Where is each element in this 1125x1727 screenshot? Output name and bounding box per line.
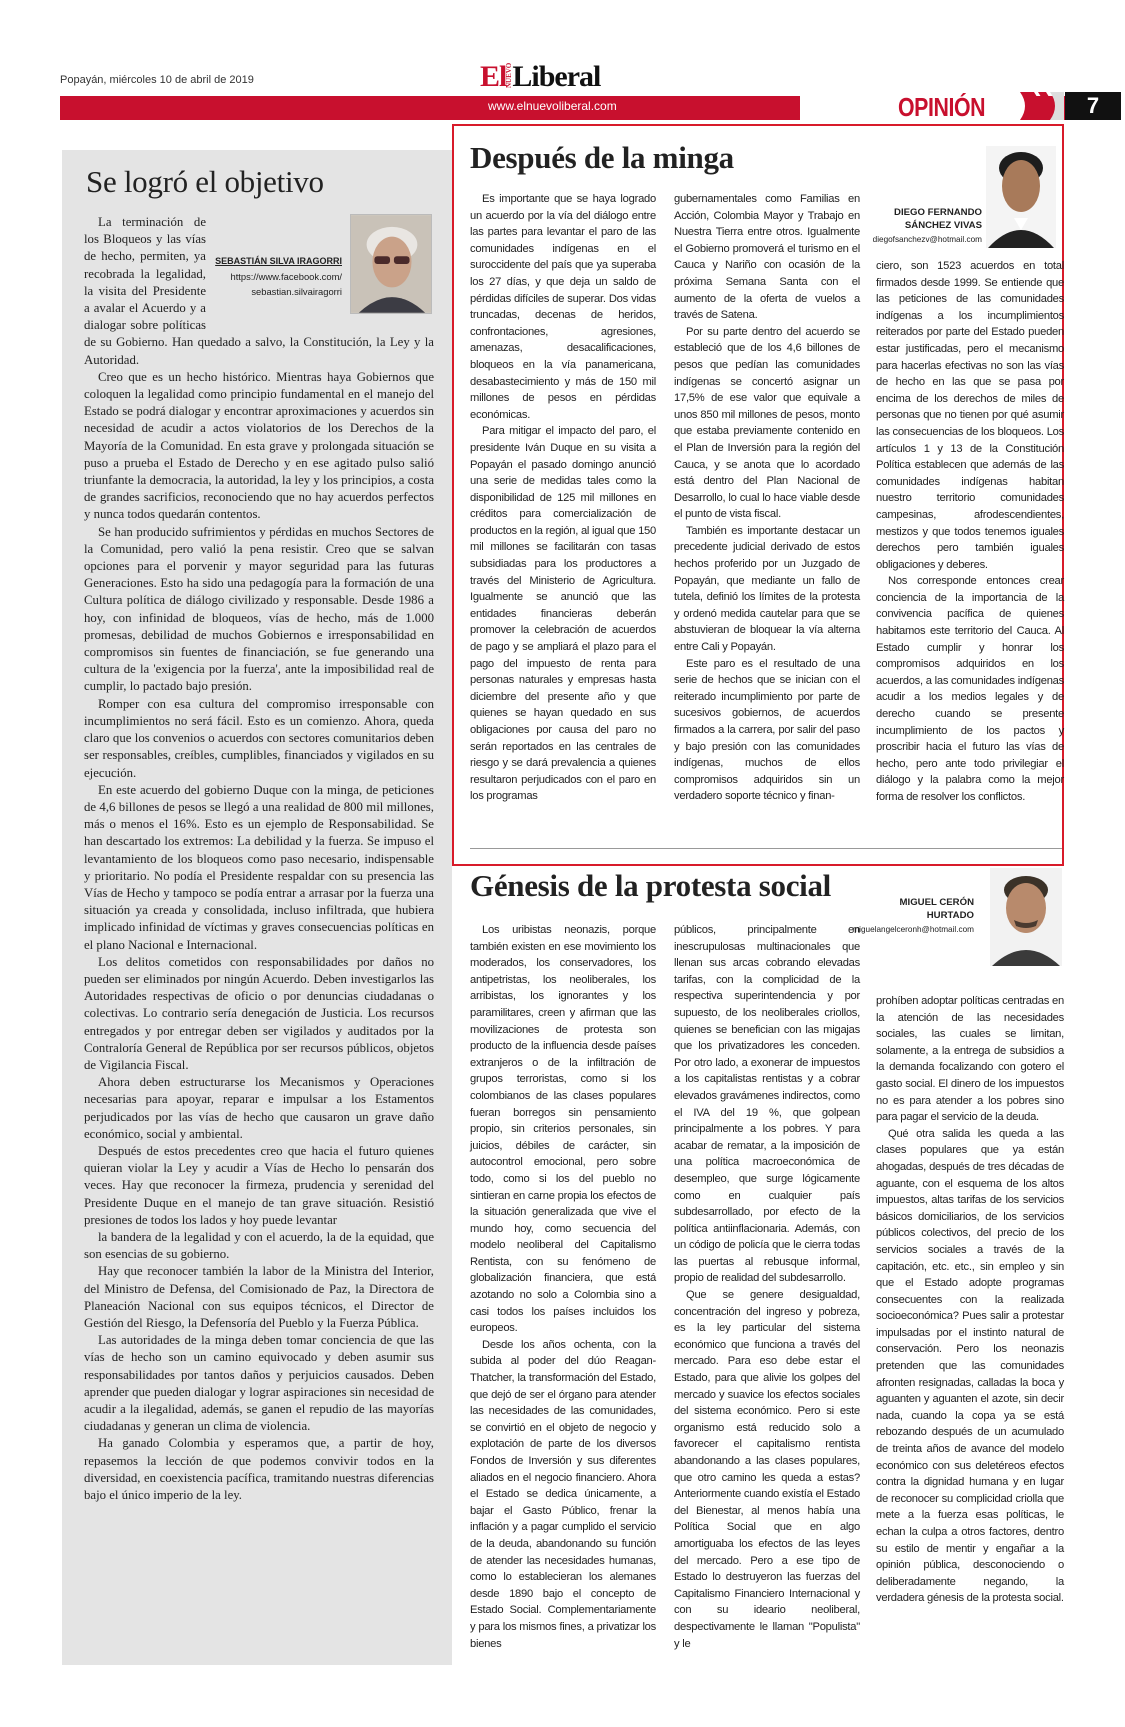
genesis-column-1	[470, 922, 656, 1652]
left-paragraph: Ahora deben estructurarse los Mecanismos y Operaciones necesarias para apoyar, reparar e impulsar a los Estamentos perjudicados por las vías de hecho que causaron un grave daño económico, social y ambiental.	[84, 1075, 434, 1141]
minga-paragraph: También es importante destacar un precedente judicial derivado de estos hechos proferido por un Juzgado de Popayán, que mediante un fallo de tutela, definió los límites de la protesta y ordenó medida cautelar para que se abstuvieran de bloquear la vía alterna entre Cali y Popayán.	[674, 524, 860, 654]
minga-paragraph: Para mitigar el impacto del paro, el presidente Iván Duque en su visita a Popayán el pasado domingo anunció una serie de medidas tales como la disponibilidad de 125 mil millones en créditos para comercialización de productos en la región, al igual que 150 mil millones se facilitarán con tasas subsidiadas para los productores a través del Ministerio de Agricultura. Igualmente se anunció que las entidades financieras deberán promover la celebración de acuerdos de pago y se ampliará el plazo para el pago del impuesto de renta para personas naturales y empresas hasta diciembre del presente año y que quienes se hayan quedado en sus obligaciones por causa del paro no serán reportados en las centrales de riesgo y se dará prevalencia a quienes resultaron perjudicados con el paro en los programas	[470, 425, 656, 803]
minga-column-2	[674, 191, 860, 805]
left-article-title: Se logró el objetivo	[86, 164, 324, 199]
website-url[interactable]: www.elnuevoliberal.com	[488, 99, 617, 113]
left-author-text	[212, 254, 342, 299]
left-paragraph: Se han producido sufrimientos y pérdidas en muchos Sectores de la Comunidad, pero valió la pena resistir. Creo que se salvan opciones para el porvenir y mayor seguridad para las futuras Generaciones. Esto ha sido una pedagogía para la formación de una Cultura política de diálogo civilizado y responsable. Desde 1986 a hoy, con infinidad de bloqueos, vías de hecho, más de 1.000 promesas, debilidad de muchos Gobiernos e irresponsabilidad en compromisos sin fuentes de financiación, se fue generando una cultura de la 'exigencia por la fuerza', ante la imposibilidad real de cumplir, lo pactado bajo presión.	[84, 524, 434, 694]
author-portrait-icon	[986, 146, 1056, 248]
left-paragraph: Después de estos precedentes creo que hacia el futuro quienes quieran violar la Ley y acudir a Vías de Hecho lo pensarán dos veces. Hay que reconocer la firmeza, prudencia y serenidad del Presidente Duque en el manejo de tan grave situación. Resistió presiones de todos los lados y hoy puede levantar	[84, 1143, 434, 1227]
minga-author-photo	[986, 146, 1056, 248]
left-paragraph: Romper con esa cultura del compromiso irresponsable con incumplimientos no será fácil. Esto es un comienzo. Ahora, queda claro que los convenios o acuerdos con sectores comunitarios deben ser responsables, creíbles, cumplibles, financiados y vigilados en su ejecución.	[84, 696, 434, 780]
logo-nuevo: NUEVO	[505, 62, 514, 88]
left-paragraph: Creo que es un hecho histórico. Mientras haya Gobiernos que coloquen la legalidad como principio fundamental en el manejo del Estado se podrá dialogar y encontrar aproximaciones y acuerdos sin necesidad de acudir a actos violatorios de los Derechos de la Mayoría de la Comunidad. En esta grave y prolongada situación se puso a prueba el Estado de Derecho y en ese agitado pulso salió triunfante la democracia, la autoridad, la ley y los principios, a costa de grandes sacrificios, reconociendo que no hay acuerdos perfectos y nunca todos quedarán contentos.	[84, 369, 434, 522]
minga-paragraph: ciero, son 1523 acuerdos en total firmados desde 1999. Se entiende que las peticiones de las comunidades indígenas a los incumplimientos reiterados por parte del Estado pueden estar justificadas, pero el mecanismo para hacerlas efectivas no son las vías de hecho en las que se pasa por encima de los derechos de miles de personas que no tienen por qué asumir las consecuencias de los bloqueos. Los artículos 1 y 13 de la Constitución Política establecen que además de las comunidades indígenas habitan nuestro territorio comunidades campesinas, afrodescendientes, mestizos y que todos tenemos iguales derechos pero también iguales obligaciones y deberes.	[876, 260, 1064, 571]
masthead	[60, 60, 1100, 122]
minga-author-email[interactable]: diegofsanchezv@hotmail.com	[872, 235, 982, 244]
author-portrait-icon	[990, 868, 1062, 966]
page-number: 7	[1065, 92, 1121, 120]
left-paragraph: En este acuerdo del gobierno Duque con la minga, de peticiones de 4,6 billones de pesos se llegó a una realidad de 800 mil millones, más o menos el 16%. Esto es un ejemplo de Responsabilidad. Se han descartado los extremos: La debilidad y la fuerza. Se impuso el levantamiento de los bloqueos como paso necesario, indispensable y prioritario. No podía el Presidente respaldar con su presencia las Vías de Hecho y tampoco se podía entrar a arrasar por la fuerza una situación ya creada y consolidada, incluso infiltrada, que hubiera implicado infinidad de víctimas y graves consecuencias políticas en el plano Nacional e Internacional.	[84, 782, 434, 952]
newspaper-logo[interactable]	[480, 62, 700, 92]
minga-author-byline	[858, 206, 982, 246]
left-article	[62, 150, 452, 1665]
left-paragraph: Ha ganado Colombia y esperamos que, a partir de hoy, repasemos la lección de que podemos convivir todos en la diversidad, en coexistencia pacífica, tramitando nuestras diferencias bajo el único imperio de la ley.	[84, 1436, 434, 1503]
left-paragraph: la bandera de la legalidad y con el acuerdo, la de la equidad, que son esencias de su gobierno.	[84, 1229, 434, 1262]
genesis-paragraph: prohíben adoptar políticas centradas en la atención de las necesidades sociales, las cuales se limitan, solamente, a la entrega de subsidios a la demanda focalizando con gotero el gasto social. El dinero de los impuestos no es para atender a los pobres sino para pagar el servicio de la deuda.	[876, 995, 1064, 1124]
genesis-column-2	[674, 922, 860, 1652]
section-stripes-icon	[1020, 92, 1064, 120]
left-author-link-1[interactable]: https://www.facebook.com/	[230, 271, 342, 282]
minga-paragraph: Este paro es el resultado de una serie de hechos que se inician con el reiterado incumplimiento por parte de sucesivos gobiernos, de acuerdos firmados a la carrera, por salir del paso y bajo presión con las comunidades indígenas, muchos de ellos compromisos adquiridos sin un verdadero soporte técnico y finan-	[674, 657, 860, 803]
genesis-author-name-2: HURTADO	[926, 910, 974, 921]
left-author-photo	[350, 214, 432, 314]
minga-article-title: Después de la minga	[470, 140, 734, 175]
minga-author-name-2: SÁNCHEZ VIVAS	[904, 220, 982, 231]
section-label: OPINIÓN	[898, 92, 986, 122]
logo-liberal: Liberal	[512, 60, 601, 93]
genesis-paragraph: públicos, principalmente en inescrupulosas multinacionales que llenan sus arcas cobrando elevadas tarifas, con la complicidad de la respectiva superintendencia y por supuesto, de los neoliberales criollos, quienes se benefician con las migajas que los privatizadores les conceden. Por otro lado, a exonerar de impuestos a los capitalistas rentistas y a cobrar elevados gravámenes indirectos, como el IVA del 19 %, que golpean principalmente a los pobres. Y para acabar de rematar, a la imposición de una política macroeconómica de desempleo, que surge lógicamente como en cualquier país subdesarrollado, por efecto de la política antiinflacionaria. Además, con un código de policía que le cierra todas las puertas al rebusque informal, propio de realidad del subdesarrollo.	[674, 924, 860, 1285]
logo-el: El	[480, 60, 507, 93]
minga-paragraph: gubernamentales como Familias en Acción, Colombia Mayor y Trabajo en Nuestra Tierra entre otros. Igualmente el Gobierno promoverá el turismo en el Cauca y Nariño con ocasión de la próxima Semana Santa con el aumento de la oferta de vuelos a través de Satena.	[674, 193, 860, 322]
left-paragraph: Las autoridades de la minga deben tomar conciencia de que las vías de hecho son un camino equivocado y deben asumir sus responsabilidades por tantos daños y perjuicios causados. Deben aprender que pueden dialogar y lograr aspiraciones sin necesidad de acudir a la ilegalidad, además, se ganen el repudio de las mayorías ciudadanas y generan un clima de violencia.	[84, 1333, 434, 1434]
genesis-author-email[interactable]: miguelangelceronh@hotmail.com	[852, 925, 974, 934]
left-paragraph: Hay que reconocer también la labor de la Ministra del Interior, del Ministro de Defensa, del Comisionado de Paz, la Directora de Planeación Nacional con sus equipos técnicos, el Director de Gestión del Riesgo, la Defensoría del Pueblo y la Fuerza Pública.	[84, 1264, 434, 1330]
minga-paragraph: Es importante que se haya logrado un acuerdo por la vía del diálogo entre las partes para levantar el paro de las comunidades indígenas en el suroccidente del país que ya superaba los 27 días, y que deja un saldo de pérdidas difíciles de superar. Dos vidas truncadas, decenas de heridos, confrontaciones, agresiones, amenazas, desacalificaciones, bloqueos en la vía panamericana, desabastecimiento y más de 150 mil millones de pesos en pérdidas económicas.	[470, 193, 656, 421]
left-paragraph: La terminación de los Bloqueos y las vías de hecho, permiten, ya recobrada la legalidad, la visita del Presidente a avalar el Acuerdo y a dialogar sobre políticas de su Gobierno. Han quedado a salvo, la Constitución, la Ley y la Autoridad.	[84, 215, 434, 367]
left-author-name: SEBASTIÁN SILVA IRAGORRI	[215, 256, 342, 266]
minga-column-3	[876, 258, 1064, 806]
left-author-link-2[interactable]: sebastian.silvairagorri	[251, 286, 342, 297]
left-paragraph: Los delitos cometidos con responsabilidades por daños no pueden ser eliminados por ningún Acuerdo. Deben investigarlos las Autoridades respectivas de oficio o por denuncias ciudadanas o colectivas. Lo contrario sería denegación de Justicia. Los recursos entregados y por entregar deben ser vigilados y auditados por la Contraloría General de República por ser recursos públicos, objetos de Vigilancia Fiscal.	[84, 954, 434, 1072]
genesis-paragraph: Los uribistas neonazis, porque también existen en ese movimiento los moderados, los conservadores, los antipetristas, los neoliberales, los arribistas, los ignorantes y los paramilitares, creen y afirman que las movilizaciones de protesta son producto de la influencia desde países extranjeros o de la infiltración de grupos terroristas, como si los colombianos de las clases populares fueran borregos sin pensamiento propio, sin criterios personales, sin juicios, débiles de carácter, sin autocontrol emocional, pero sobre todo, como si los del pueblo no sintieran en carne propia los efectos de la situación generalizada que vive el mundo hoy, como secuencia del modelo neoliberal del Capitalismo Rentista, con su fenómeno de globalización financiera, que está azotando no solo a Colombia sino a casi todos los países incluidos los europeos.	[470, 924, 656, 1335]
issue-date: Popayán, miércoles 10 de abril de 2019	[60, 74, 254, 86]
genesis-author-photo	[990, 868, 1062, 966]
minga-author-name-1: DIEGO FERNANDO	[894, 207, 982, 218]
author-portrait-icon	[351, 215, 431, 313]
genesis-paragraph: Desde los años ochenta, con la subida al poder del dúo Reagan-Thatcher, la transformación del Estado, que dejó de ser el órgano para atender las necesidades de las comunidades, se convirtió en el objeto de negocio y explotación de parte de los diversos Fondos de Inversión y sus diferentes aliados en el negocio financiero. Ahora el Estado se dedica únicamente, a bajar el Gasto Público, frenar la inflación y a pagar cumplido el servicio de la deuda, abandonando su función de atender las necesidades humanas, como lo establecieran los alemanes desde 1890 bajo el concepto de Estado Social. Complementariamente y para los mismos fines, a privatizar los bienes	[470, 1338, 656, 1650]
genesis-article-title: Génesis de la protesta social	[470, 868, 831, 903]
left-author-byline	[212, 214, 440, 324]
genesis-author-name-1: MIGUEL CERÓN	[899, 897, 974, 908]
article-divider	[470, 848, 1062, 849]
minga-paragraph: Por su parte dentro del acuerdo se estableció que de los 4,6 billones de pesos que pedían las comunidades indígenas se concertó asignar un 17,5% de ese valor que equivale a unos 850 mil millones de pesos, monto que estaba previamente contenido en el Plan de Inversión para la región del Cauca, y se anota que lo acordado está dentro del Plan Nacional de Desarrollo, lo cual lo hace viable desde el punto de vista fiscal.	[674, 325, 860, 521]
genesis-paragraph: Qué otra salida les queda a las clases populares que ya están ahogadas, después de tres décadas de aguante, con el esquema de los altos impuestos, altas tarifas de los servicios básicos domiciliarios, de los servicios públicos colectivos, del precio de los servicios sociales a través de la capitación, etc. etc., sin empleo y sin que el Estado adopte programas consecuentes con la realizada socioeconómica? Pues salir a protestar impulsadas por el instinto natural de conservación. Pero los neonazis pretenden que las comunidades afronten resignadas, calladas la boca y aguanten y aguanten el azote, sin decir nada, cuando la copa ya se está rebozando después de un acumulado de treinta años de avance del modelo económico con sus deletéreos efectos contra la dignidad humana y en lugar de reconocer su complicidad criolla que mete a la fuerza esas políticas, le echan la culpa a otros factores, dentro su estilo de mentir y engañar a la opinión pública, desconociendo o deliberadamente negando, la verdadera génesis de la protesta social.	[876, 1127, 1064, 1605]
genesis-paragraph: Que se genere desigualdad, concentración del ingreso y pobreza, es la ley particular del sistema económico que funciona a través del mercado. Para eso debe estar el Estado, para que alivie los golpes del mercado y suavice los efectos sociales del sistema económico. Pero si este organismo está reducido solo a favorecer el capitalismo rentista abandonando a las clases populares, que otro camino les queda a estas? Anteriormente cuando existía el Estado del Bienestar, al menos había una Política Social que en algo amortiguaba los efectos de las leyes del mercado. Pero a ese tipo de Estado lo destruyeron las fuerzas del Capitalismo Financiero Internacional y con su ideario neoliberal, despectivamente le llaman "Populista" y le	[674, 1289, 860, 1650]
genesis-column-3	[876, 993, 1064, 1607]
left-article-body	[84, 214, 434, 1504]
minga-paragraph: Nos corresponde entonces crear conciencia de la importancia de la convivencia pacífica de quienes habitamos este territorio del Cauca. Al Estado cumplir y honrar los compromisos adquiridos en los acuerdos, a las comunidades indígenas acudir a los medios legales y de derecho cuando se presente incumplimiento de los pactos y proscribir hacia el futuro las vías de hecho, pero ante todo privilegiar el diálogo y la palabra como la mejor forma de resolver los conflictos.	[876, 575, 1064, 803]
minga-column-1	[470, 191, 656, 805]
